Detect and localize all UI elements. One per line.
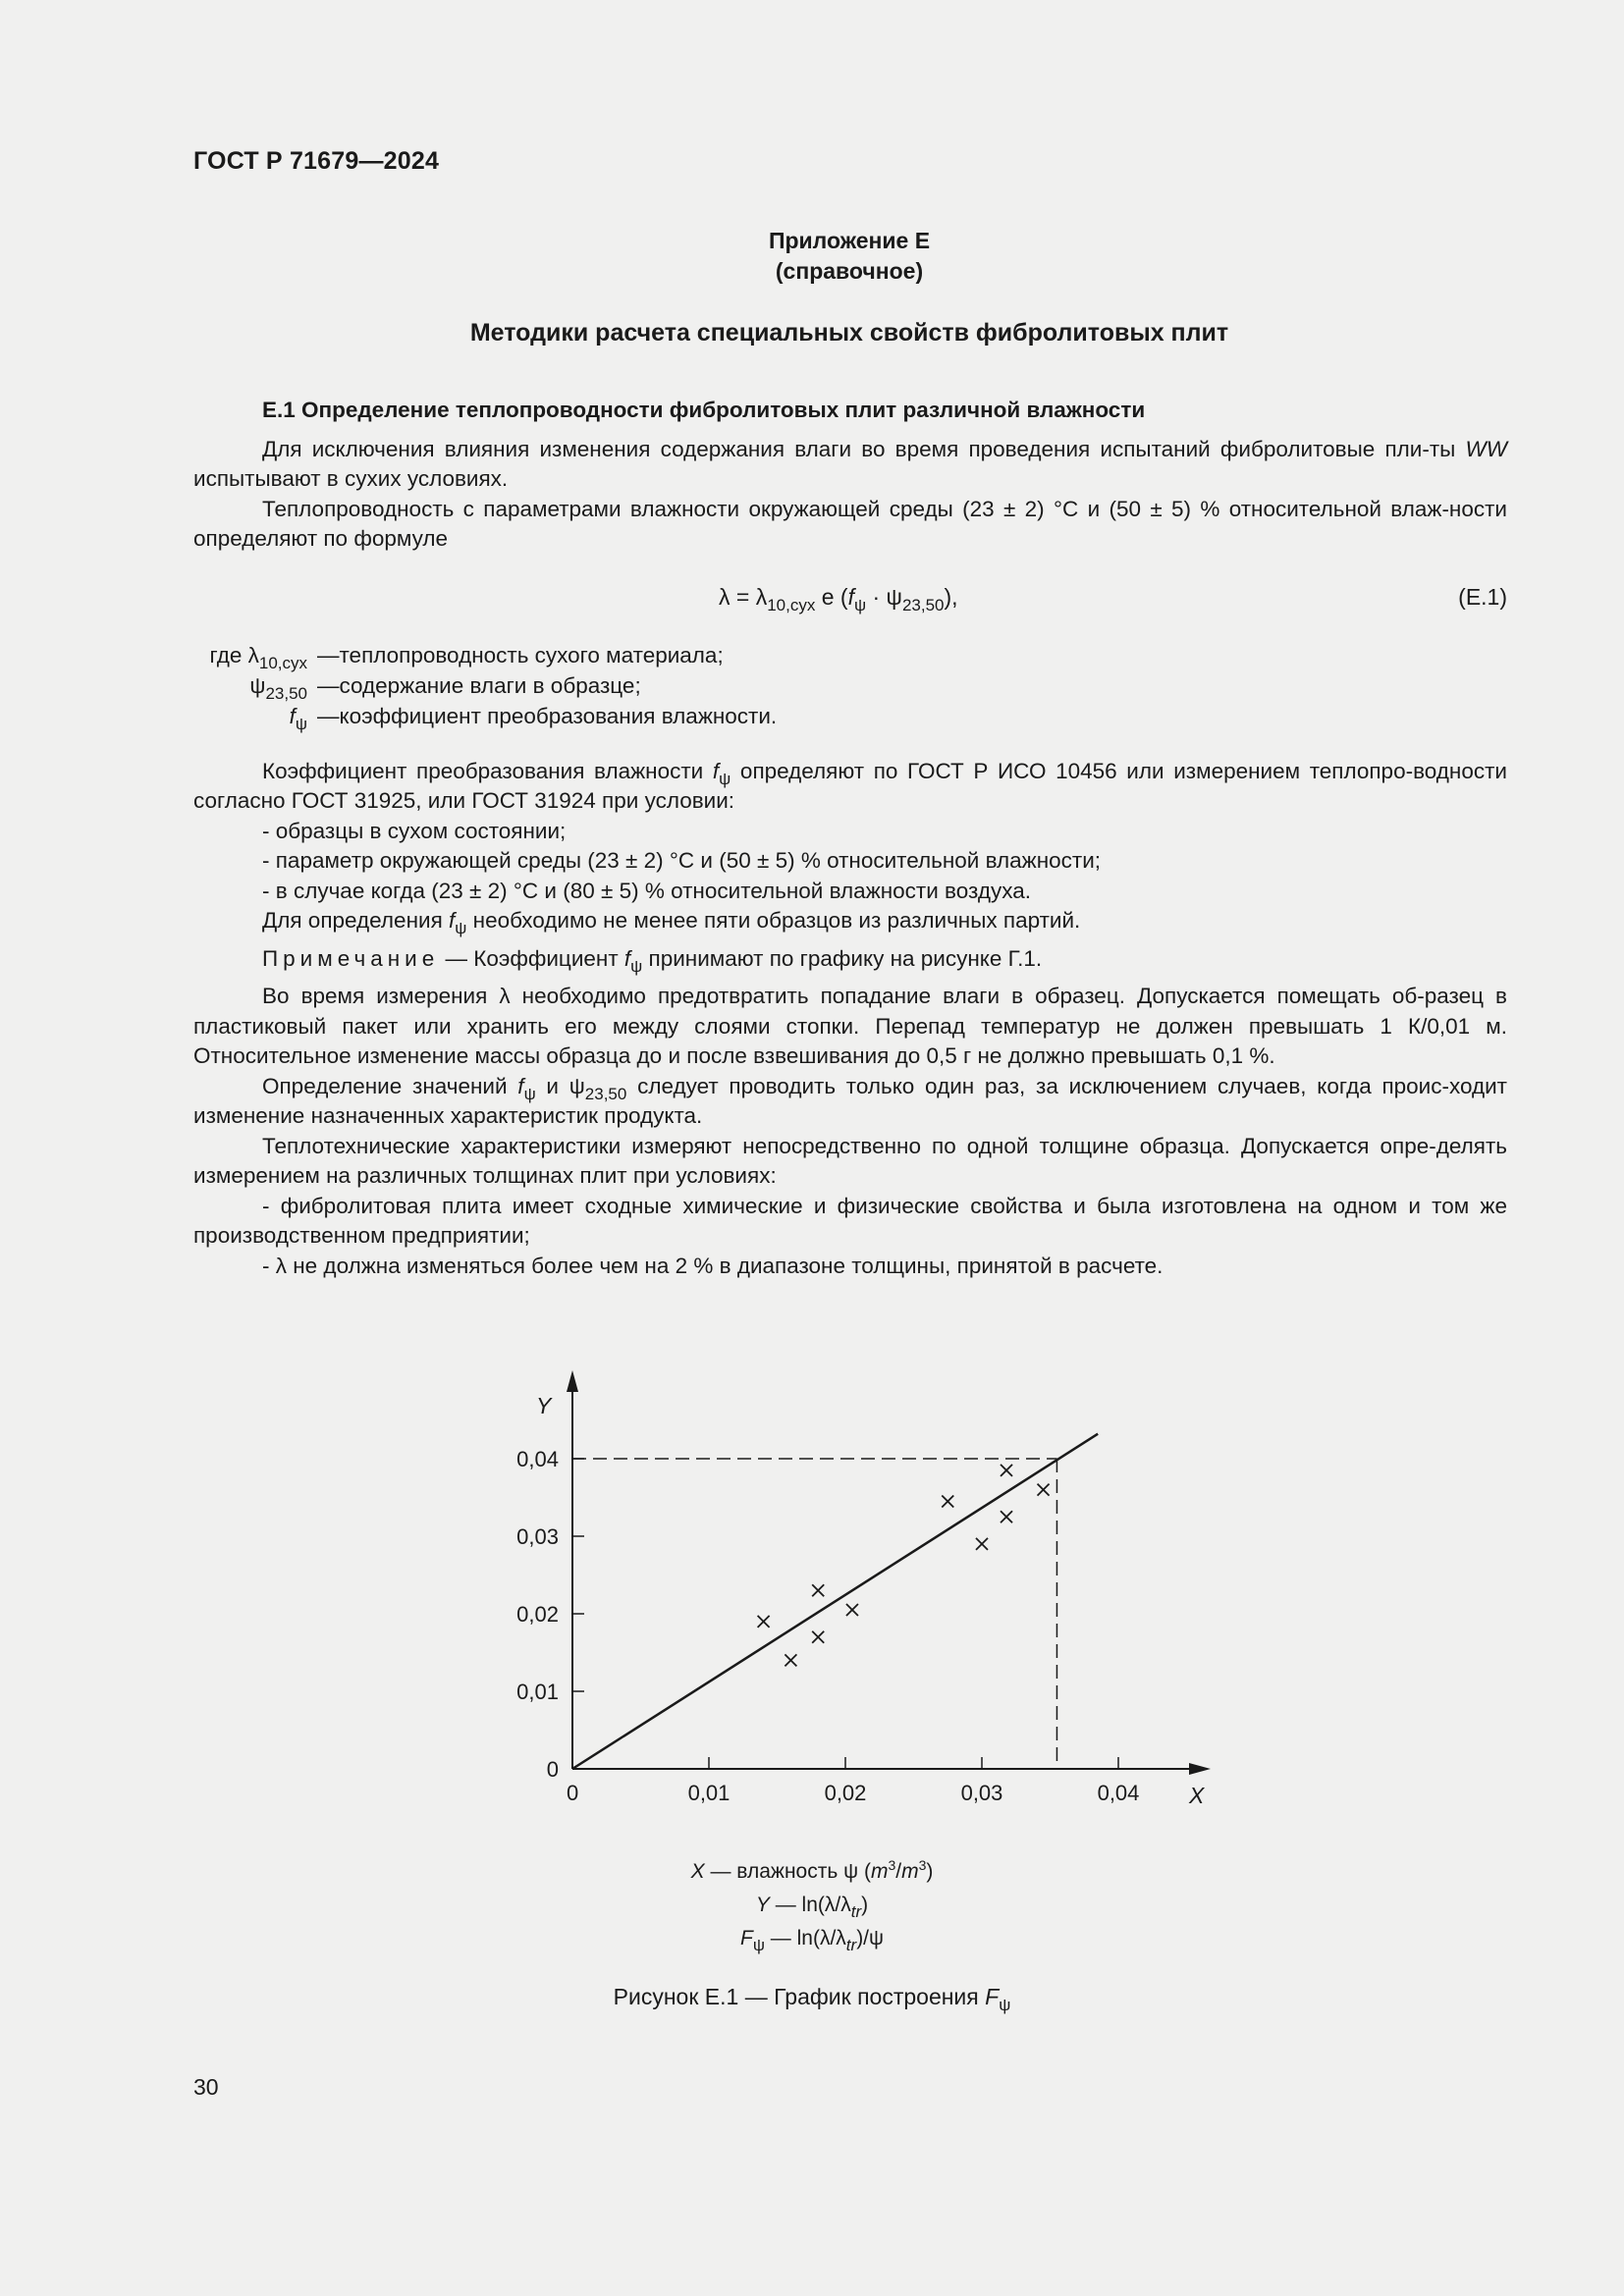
paragraph-6: Определение значений $f_\psi$ и $\psi_{23,50}$ следует проводить только один раз, за исключением случаев, когда проис-ходит изменение назначенных характеристик продукта. bbox=[193, 1073, 1507, 1128]
data-point bbox=[1001, 1511, 1012, 1522]
x-tick-label: 0 bbox=[567, 1781, 579, 1805]
paragraph-1: Для исключения влияния изменения содержания влаги во время проведения испытаний фибролитовые пли-ты WW испытывают в сухих условиях. bbox=[193, 436, 1507, 491]
y-tick-label: 0,01 bbox=[516, 1680, 559, 1704]
formula: $\lambda = \lambda_{10,сух}$ e $(f_\psi \cdot \psi_{23,50})$, bbox=[719, 583, 958, 614]
document-title: Методики расчета специальных свойств фибролитовых плит bbox=[469, 319, 1229, 347]
data-point bbox=[942, 1495, 953, 1507]
data-point bbox=[812, 1584, 824, 1596]
data-point bbox=[1038, 1484, 1050, 1496]
condition-item: - фибролитовая плита имеет сходные химические и физические свойства и была изготовлена на одном и том же производственном предприятии; bbox=[193, 1193, 1507, 1248]
x-axis-arrow bbox=[1189, 1763, 1211, 1775]
data-point bbox=[758, 1616, 770, 1628]
definition-item: где $\lambda_{10,сух}$ — теплопроводность сухого материала; bbox=[209, 643, 724, 672]
y-tick-label: 0,03 bbox=[516, 1524, 559, 1549]
chart-svg bbox=[486, 1364, 1232, 1816]
figure-legend bbox=[0, 1855, 1624, 1955]
data-point bbox=[812, 1631, 824, 1643]
condition-item: - параметр окружающей среды (23 ± 2) °С и (50 ± 5) % относительной влажности; bbox=[262, 848, 1102, 873]
legend-f: $F_\psi$ — $\ln(\lambda/\lambda_{tr})/\psi$ bbox=[740, 1927, 884, 1954]
data-point bbox=[785, 1654, 796, 1666]
definition-item: $f_\psi$ — коэффициент преобразования влажности. bbox=[289, 704, 778, 733]
section-title: Е.1 Определение теплопроводности фибролитовых плит различной влажности bbox=[262, 398, 1146, 422]
y-axis-arrow bbox=[567, 1370, 578, 1392]
y-tick-label: 0,04 bbox=[516, 1447, 559, 1471]
definitions-list bbox=[0, 641, 1507, 732]
paragraph-3: Коэффициент преобразования влажности $f_\psi$ определяют по ГОСТ Р ИСО 10456 или измерением теплопро-водности согласно ГОСТ 31925, или ГОСТ 31924 при условии: bbox=[193, 758, 1507, 813]
y-axis-label: Y bbox=[536, 1393, 552, 1418]
legend-y: Y — $\ln(\lambda/\lambda_{tr})$ bbox=[755, 1894, 869, 1921]
x-axis-label: X bbox=[1189, 1783, 1205, 1808]
x-tick-label: 0,04 bbox=[1097, 1781, 1140, 1805]
data-point bbox=[846, 1604, 858, 1616]
x-tick-label: 0,02 bbox=[824, 1781, 867, 1805]
paragraph-2: Теплопроводность с параметрами влажности окружающей среды (23 ± 2) °С и (50 ± 5) % относительной влаж-ности определяют по формуле bbox=[193, 496, 1507, 551]
figure-caption: Рисунок Е.1 — График построения $F_\psi$ bbox=[613, 1984, 1011, 2014]
appendix-kind: (справочное) bbox=[775, 258, 924, 284]
data-point bbox=[976, 1538, 988, 1550]
legend-x: X — влажность ψ $(m^3/m^3)$ bbox=[690, 1857, 934, 1883]
figure-chart bbox=[486, 1364, 1232, 1816]
x-tick-label: 0,01 bbox=[687, 1781, 731, 1805]
paragraph-7: Теплотехнические характеристики измеряют непосредственно по одной толщине образца. Допускается опре-делять измерением на различных толщинах плит при условиях: bbox=[193, 1133, 1507, 1188]
appendix-heading bbox=[0, 226, 1624, 287]
paragraph-4: Для определения $f_\psi$ необходимо не менее пяти образцов из различных партий. bbox=[262, 908, 1081, 937]
y-tick-label: 0,02 bbox=[516, 1602, 559, 1627]
formula-row bbox=[193, 576, 1507, 621]
page-number: 30 bbox=[193, 2074, 219, 2100]
definition-item: $\psi_{23,50}$ — содержание влаги в образце; bbox=[249, 673, 641, 703]
appendix-label: Приложение Е bbox=[768, 228, 931, 253]
condition-item: - образцы в сухом состоянии; bbox=[262, 818, 567, 843]
condition-item: - в случае когда (23 ± 2) °С и (80 ± 5) % относительной влажности воздуха. bbox=[262, 878, 1031, 903]
x-tick-label: 0,03 bbox=[960, 1781, 1003, 1805]
paragraph-5: Во время измерения λ необходимо предотвратить попадание влаги в образец. Допускается помещать об-разец в пластиковый пакет или хранить его между слоями стопки. Перепад температур не должен превышать 1 К/0,01 м. Относительное изменение массы образца до и после взвешивания до 0,5 г не должно превышать 0,1 %. bbox=[193, 984, 1507, 1068]
data-point bbox=[1001, 1465, 1012, 1476]
note: Примечание — Коэффициент $f_\psi$ принимают по графику на рисунке Г.1. bbox=[262, 945, 1043, 976]
standard-number: ГОСТ Р 71679—2024 bbox=[193, 147, 440, 175]
body-text bbox=[193, 396, 1507, 1281]
y-tick-label: 0 bbox=[546, 1757, 559, 1782]
formula-number: (Е.1) bbox=[1458, 583, 1507, 610]
condition-item: - λ не должна изменяться более чем на 2 % в диапазоне толщины, принятой в расчете. bbox=[262, 1253, 1164, 1278]
fit-line bbox=[572, 1434, 1098, 1769]
